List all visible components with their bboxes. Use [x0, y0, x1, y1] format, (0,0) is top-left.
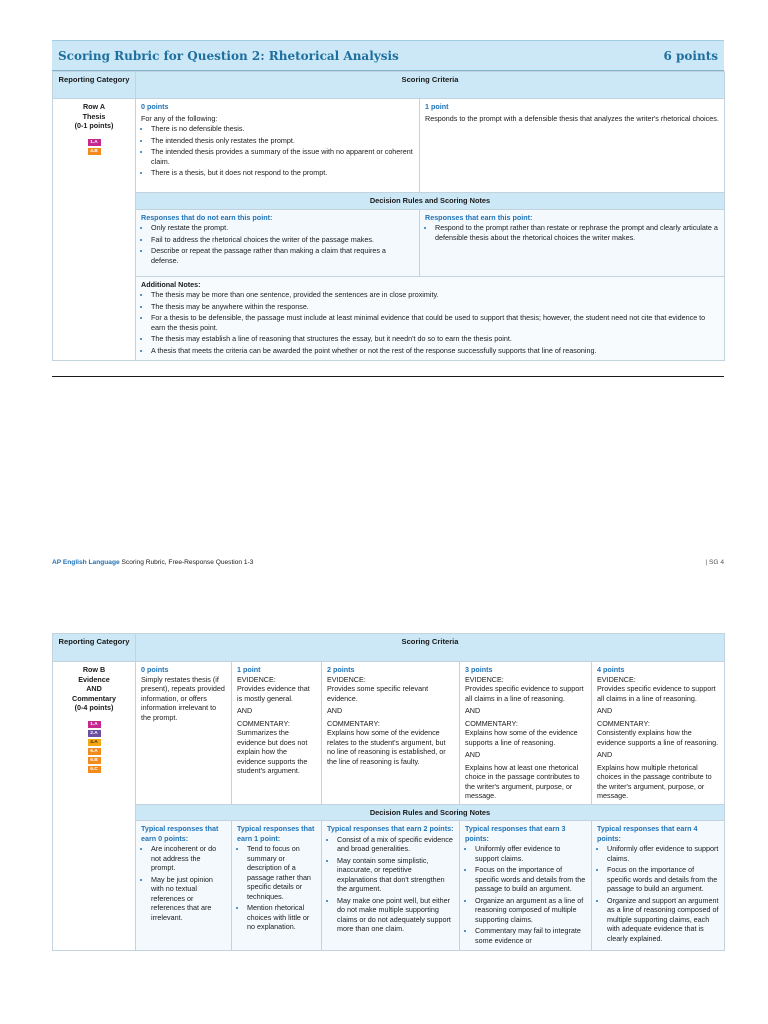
- one-point-cell: [420, 99, 725, 193]
- list-item: • A thesis that meets the criteria can be awarded the point whether or not the rest of the response successfully supports that line of reasoning.: [151, 346, 719, 356]
- score-para: COMMENTARY:: [327, 718, 380, 728]
- score-0-text: Simply restates thesis (if present), repeats provided information, or offers information irrelevant to the prompt.: [141, 674, 225, 722]
- zero-points-list: [141, 124, 414, 178]
- score-para: Explains how some of the evidence relates to the student's argument, but no line of reasoning is established, or the line of reasoning is faulty.: [327, 728, 446, 766]
- list-item: • The thesis may be more than one sentence, provided the sentences are in close proximity.: [151, 290, 719, 300]
- one-point-title: 1 point: [425, 102, 449, 111]
- list-item: • The thesis may be anywhere within the response.: [151, 302, 719, 312]
- list-item: • May contain some simplistic, inaccurate, or repetitive explanations that don't strengthen the argument.: [337, 856, 454, 894]
- no-earn-list: [141, 223, 414, 265]
- score-para: Provides some specific relevant evidence.: [327, 684, 429, 703]
- typical-list: [327, 835, 454, 934]
- score-para: Explains how multiple rhetorical choices in the passage contribute to the writer's argument, purpose, or message.: [597, 762, 712, 800]
- row-label-line: Commentary: [72, 693, 116, 703]
- zero-points-intro: For any of the following:: [141, 113, 218, 123]
- list-item: • Describe or repeat the passage rather than making a claim that requires a defense.: [151, 246, 414, 265]
- rubric-title-bar: [52, 40, 724, 71]
- decision-rules-header: Decision Rules and Scoring Notes: [136, 193, 725, 210]
- row-b-table: [52, 633, 725, 951]
- list-item: • Respond to the prompt rather than restate or rephrase the prompt and clearly articulate a defensible thesis about the rhetorical choices the writer makes.: [435, 223, 719, 242]
- earn-title: Responses that earn this point:: [425, 212, 533, 222]
- list-item: • Consist of a mix of specific evidence and broad generalities.: [337, 835, 454, 854]
- list-item: • Organize and support an argument as a line of reasoning composed of multiple supporting claims, each with adequate evidence that is clearly explained.: [607, 896, 719, 944]
- row-label-line: (0-4 points): [74, 703, 114, 712]
- list-item: • Uniformly offer evidence to support claims.: [607, 844, 719, 863]
- list-item: • The intended thesis provides a summary of the issue with no apparent or coherent claim.: [151, 147, 414, 166]
- skill-badge: 4.A: [88, 739, 101, 746]
- list-item: • The intended thesis only restates the prompt.: [151, 136, 414, 146]
- score-para: EVIDENCE:: [597, 674, 636, 684]
- row-label-line: Row B: [82, 665, 106, 674]
- decision-rules-header: Decision Rules and Scoring Notes: [136, 804, 725, 821]
- notes-title: Additional Notes:: [141, 279, 201, 289]
- row-label-line: Thesis: [82, 111, 106, 121]
- typical-list: [141, 844, 226, 922]
- skill-badge: 1.A: [88, 721, 101, 728]
- score-para: EVIDENCE:: [237, 674, 276, 684]
- footer-description: Scoring Rubric, Free-Response Question 1-3: [121, 559, 254, 566]
- typical-2-cell: [322, 821, 460, 951]
- score-para: Consistently explains how the evidence supports a line of reasoning.: [597, 728, 719, 747]
- list-item: • Focus on the importance of specific words and details from the passage to build an argument.: [475, 865, 586, 894]
- score-para: AND: [327, 706, 343, 715]
- score-para: AND: [465, 750, 481, 759]
- row-label-line: Row A: [82, 102, 106, 111]
- list-item: • There is no defensible thesis.: [151, 124, 414, 134]
- score-para: AND: [597, 706, 613, 715]
- footer-left: [52, 559, 253, 566]
- footer-course: AP English Language: [52, 559, 120, 566]
- score-2-cell: [322, 662, 460, 805]
- list-item: • Only restate the prompt.: [151, 223, 414, 233]
- score-para: Provides specific evidence to support all claims in a line of reasoning.: [597, 684, 716, 703]
- list-item: • The thesis may establish a line of reasoning that structures the essay, but it needn't do so to earn the thesis point.: [151, 334, 719, 344]
- skill-badge: 4.B: [88, 148, 101, 155]
- list-item: • Commentary may fail to integrate some evidence or: [475, 926, 586, 945]
- score-para: AND: [237, 706, 253, 715]
- skill-badge: 6.B: [88, 757, 101, 764]
- no-earn-cell: [136, 209, 420, 276]
- scoring-criteria-header: Scoring Criteria: [136, 634, 725, 662]
- score-3-title: 3 points: [465, 665, 493, 674]
- additional-notes-cell: [136, 276, 725, 361]
- typical-1-cell: [232, 821, 322, 951]
- score-para: COMMENTARY:: [465, 718, 518, 728]
- section-bottom-rule: [52, 376, 724, 377]
- skill-badges: [58, 139, 130, 155]
- skill-badge: 1.A: [88, 139, 101, 146]
- typical-title: Typical responses that earn 1 point:: [237, 824, 315, 843]
- no-earn-title: Responses that do not earn this point:: [141, 212, 273, 222]
- typical-title: Typical responses that earn 3 points:: [465, 824, 566, 843]
- list-item: • Organize an argument as a line of reasoning composed of multiple supporting claims.: [475, 896, 586, 925]
- typical-title: Typical responses that earn 2 points:: [327, 824, 454, 834]
- list-item: • May make one point well, but either do not make multiple supporting claims or do not adequately support more than one claim.: [337, 896, 454, 934]
- scoring-criteria-header: Scoring Criteria: [136, 72, 725, 99]
- typical-title: Typical responses that earn 4 points:: [597, 824, 698, 843]
- score-para: Explains how some of the evidence supports a line of reasoning.: [465, 728, 578, 747]
- score-1-cell: [232, 662, 322, 805]
- skill-badge: 2.A: [88, 730, 101, 737]
- score-1-title: 1 point: [237, 665, 261, 674]
- list-item: • For a thesis to be defensible, the passage must include at least minimal evidence that could be used to support that thesis; however, the student need not cite that evidence to earn the thesis point.: [151, 313, 719, 332]
- list-item: • Uniformly offer evidence to support claims.: [475, 844, 586, 863]
- zero-points-cell: [136, 99, 420, 193]
- row-label-line: AND: [86, 684, 102, 693]
- score-para: Summarizes the evidence but does not explain how the evidence supports the student's argument.: [237, 728, 308, 775]
- typical-4-cell: [592, 821, 725, 951]
- typical-0-cell: [136, 821, 232, 951]
- list-item: • May be just opinion with no textual references or references that are irrelevant.: [151, 875, 226, 923]
- rubric-row-a-section: [52, 40, 724, 361]
- score-4-title: 4 points: [597, 665, 625, 674]
- row-b-category: [53, 662, 136, 951]
- reporting-category-header: Reporting Category: [53, 72, 136, 99]
- score-2-title: 2 points: [327, 665, 355, 674]
- footer-page-number: | SG 4: [705, 559, 724, 566]
- list-item: • Fail to address the rhetorical choices the writer of the passage makes.: [151, 235, 414, 245]
- skill-badge: 6.C: [88, 766, 101, 773]
- zero-points-title: 0 points: [141, 102, 169, 111]
- typical-list: [237, 844, 316, 932]
- score-para: EVIDENCE:: [327, 674, 366, 684]
- typical-list: [597, 844, 719, 943]
- list-item: • Are incoherent or do not address the prompt.: [151, 844, 226, 873]
- list-item: • Focus on the importance of specific words and details from the passage to build an argument.: [607, 865, 719, 894]
- score-para: COMMENTARY:: [597, 718, 650, 728]
- earn-cell: [420, 209, 725, 276]
- score-para: Explains how at least one rhetorical choice in the passage contributes to the writer's argument, purpose, or message.: [465, 762, 580, 800]
- score-4-cell: [592, 662, 725, 805]
- score-3-cell: [460, 662, 592, 805]
- typical-title: Typical responses that earn 0 points:: [141, 824, 219, 843]
- rubric-points: 6 points: [663, 48, 718, 63]
- notes-list: [141, 290, 719, 355]
- score-para: COMMENTARY:: [237, 718, 290, 728]
- skill-badge: 6.A: [88, 748, 101, 755]
- reporting-category-header: Reporting Category: [53, 634, 136, 662]
- row-label-line: (0-1 points): [74, 121, 114, 130]
- list-item: • There is a thesis, but it does not respond to the prompt.: [151, 168, 414, 178]
- one-point-text: Responds to the prompt with a defensible thesis that analyzes the writer's rhetorical choices.: [425, 113, 719, 123]
- row-a-category: [53, 99, 136, 361]
- score-para: Provides specific evidence to support all claims in a line of reasoning.: [465, 684, 584, 703]
- rubric-title: Scoring Rubric for Question 2: Rhetorical Analysis: [58, 48, 399, 63]
- score-para: EVIDENCE:: [465, 674, 504, 684]
- earn-list: [425, 223, 719, 242]
- score-para: AND: [465, 706, 481, 715]
- score-para: AND: [597, 750, 613, 759]
- typical-list: [465, 844, 586, 945]
- row-a-table: [52, 71, 725, 361]
- typical-3-cell: [460, 821, 592, 951]
- score-0-cell: [136, 662, 232, 805]
- rubric-row-b-section: [52, 633, 724, 951]
- score-para: Provides evidence that is mostly general.: [237, 684, 310, 703]
- list-item: • Tend to focus on summary or description of a passage rather than specific details or techniques.: [247, 844, 316, 901]
- row-label-line: Evidence: [78, 674, 110, 684]
- page-footer: [52, 559, 724, 566]
- list-item: • Mention rhetorical choices with little or no explanation.: [247, 903, 316, 932]
- skill-badges: [58, 721, 130, 773]
- score-0-title: 0 points: [141, 665, 169, 674]
